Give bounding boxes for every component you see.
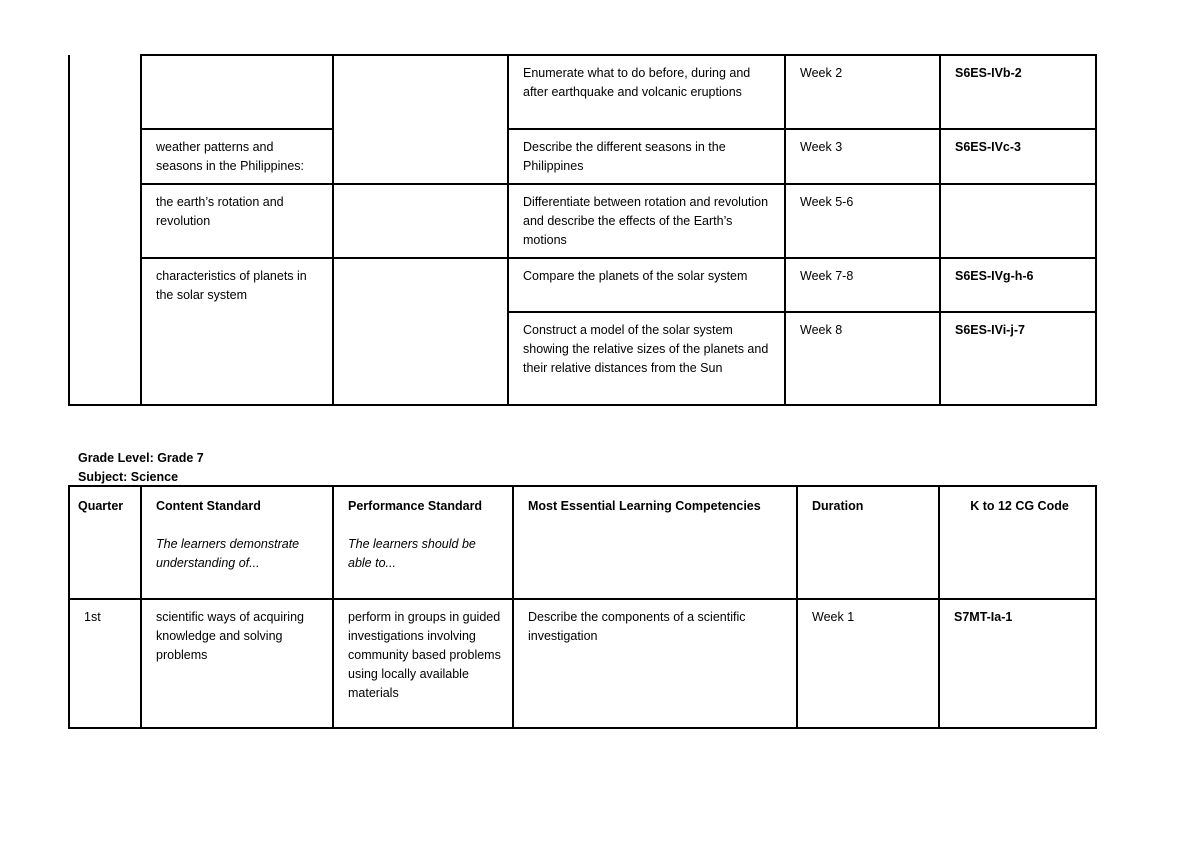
performance-standard-cell	[333, 55, 508, 184]
performance-standard-subtitle: The learners should be able to...	[348, 537, 476, 570]
performance-standard-header	[333, 486, 513, 599]
subject-label: Subject: Science	[78, 470, 179, 484]
table-header-row	[69, 486, 1096, 599]
table-row	[69, 55, 1096, 129]
document-meta	[78, 449, 204, 487]
duration-cell: Week 1	[797, 599, 939, 728]
content-standard-cell	[141, 55, 333, 129]
content-standard-header	[141, 486, 333, 599]
performance-standard-title: Performance Standard	[348, 499, 483, 513]
content-standard-cell: the earth’s rotation and revolution	[141, 184, 333, 258]
cg-code-cell: S6ES-IVg-h-6	[940, 258, 1096, 312]
duration-cell: Week 2	[785, 55, 940, 129]
table-row	[69, 184, 1096, 258]
competency-cell: Differentiate between rotation and revolution and describe the effects of the Earth’s motions	[508, 184, 785, 258]
duration-cell: Week 3	[785, 129, 940, 184]
cg-code-cell: S6ES-IVc-3	[940, 129, 1096, 184]
quarter-cell	[69, 55, 141, 405]
competency-cell: Construct a model of the solar system showing the relative sizes of the planets and their relative distances from the Sun	[508, 312, 785, 405]
table-row	[69, 129, 1096, 184]
quarter-cell: 1st	[69, 599, 141, 728]
cg-code-header: K to 12 CG Code	[939, 486, 1096, 599]
cg-code-cell	[940, 184, 1096, 258]
performance-standard-cell	[333, 258, 508, 405]
cg-code-cell: S7MT-Ia-1	[939, 599, 1096, 728]
competency-cell: Describe the different seasons in the Philippines	[508, 129, 785, 184]
grade-level-label: Grade Level: Grade 7	[78, 451, 204, 465]
duration-header: Duration	[797, 486, 939, 599]
content-standard-cell: characteristics of planets in the solar system	[141, 258, 333, 405]
quarter-header: Quarter	[69, 486, 141, 599]
cg-code-cell: S6ES-IVb-2	[940, 55, 1096, 129]
competency-cell: Describe the components of a scientific investigation	[513, 599, 797, 728]
cg-code-cell: S6ES-IVi-j-7	[940, 312, 1096, 405]
content-standard-title: Content Standard	[156, 499, 261, 513]
content-standard-cell: weather patterns and seasons in the Philippines:	[141, 129, 333, 184]
content-standard-cell: scientific ways of acquiring knowledge and solving problems	[141, 599, 333, 728]
table-row	[69, 599, 1096, 728]
duration-cell: Week 5-6	[785, 184, 940, 258]
curriculum-table-grade-6	[68, 54, 1097, 406]
competency-header: Most Essential Learning Competencies	[513, 486, 797, 599]
performance-standard-cell: perform in groups in guided investigations involving community based problems using locally available materials	[333, 599, 513, 728]
competency-cell: Enumerate what to do before, during and after earthquake and volcanic eruptions	[508, 55, 785, 129]
duration-cell: Week 8	[785, 312, 940, 405]
table-row	[69, 258, 1096, 312]
competency-cell: Compare the planets of the solar system	[508, 258, 785, 312]
performance-standard-cell	[333, 184, 508, 258]
curriculum-table-grade-7	[68, 485, 1097, 729]
duration-cell: Week 7-8	[785, 258, 940, 312]
content-standard-subtitle: The learners demonstrate understanding of...	[156, 537, 300, 570]
